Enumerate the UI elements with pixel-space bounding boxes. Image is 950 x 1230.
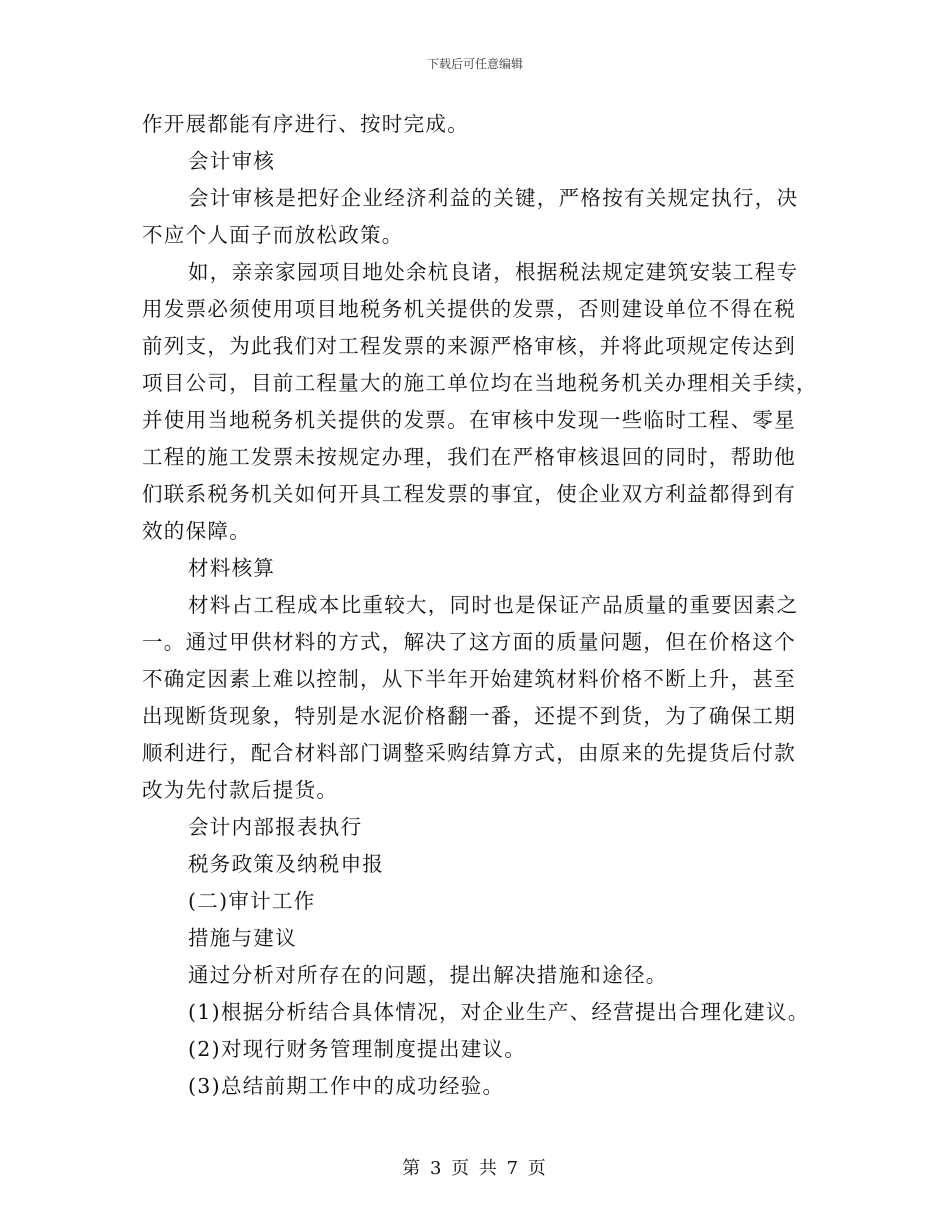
page-number: 第 3 页 共 7 页 (402, 1158, 548, 1179)
list-item: (1)根据分析结合具体情况，对企业生产、经营提出合理化建议。 (188, 1000, 810, 1024)
section-heading: (二)审计工作 (188, 889, 316, 913)
text-line: 们联系税务机关如何开具工程发票的事宜，使企业双方利益都得到有 (142, 482, 796, 506)
text-line: 一。通过甲供材料的方式，解决了这方面的质量问题，但在价格这个 (142, 630, 796, 654)
text-line: 工程的施工发票未按规定办理，我们在严格审核退回的同时，帮助他 (142, 445, 796, 469)
list-item: (2)对现行财务管理制度提出建议。 (188, 1037, 527, 1061)
text-line: 作开展都能有序进行、按时完成。 (142, 112, 469, 136)
text-line: 项目公司，目前工程量大的施工单位均在当地税务机关办理相关手续， (142, 371, 818, 395)
section-heading: 材料核算 (188, 556, 276, 580)
text-line: 不应个人面子而放松政策。 (142, 223, 404, 247)
section-heading: 会计内部报表执行 (188, 815, 363, 839)
text-line: 会计审核是把好企业经济利益的关键，严格按有关规定执行，决 (188, 186, 799, 210)
text-line: 并使用当地税务机关提供的发票。在审核中发现一些临时工程、零星 (142, 408, 796, 432)
text-line: 通过分析对所存在的问题，提出解决措施和途径。 (188, 963, 668, 987)
text-line: 改为先付款后提货。 (142, 778, 339, 802)
text-line: 顺利进行，配合材料部门调整采购结算方式，由原来的先提货后付款 (142, 741, 796, 765)
header-note: 下载后可任意编辑 (426, 57, 523, 71)
text-line: 材料占工程成本比重较大，同时也是保证产品质量的重要因素之 (188, 593, 799, 617)
text-line: 前列支，为此我们对工程发票的来源严格审核，并将此项规定传达到 (142, 334, 796, 358)
section-heading: 税务政策及纳税申报 (188, 852, 385, 876)
section-heading: 措施与建议 (188, 926, 297, 950)
section-heading: 会计审核 (188, 149, 276, 173)
document-body (142, 106, 818, 1105)
text-line: 出现断货现象，特别是水泥价格翻一番，还提不到货，为了确保工期 (142, 704, 796, 728)
list-item: (3)总结前期工作中的成功经验。 (188, 1074, 505, 1098)
text-line: 不确定因素上难以控制，从下半年开始建筑材料价格不断上升，甚至 (142, 667, 796, 691)
text-line: 效的保障。 (142, 519, 251, 543)
text-line: 用发票必须使用项目地税务机关提供的发票，否则建设单位不得在税 (142, 297, 796, 321)
text-line: 如，亲亲家园项目地处余杭良诸，根据税法规定建筑安装工程专 (188, 260, 799, 284)
